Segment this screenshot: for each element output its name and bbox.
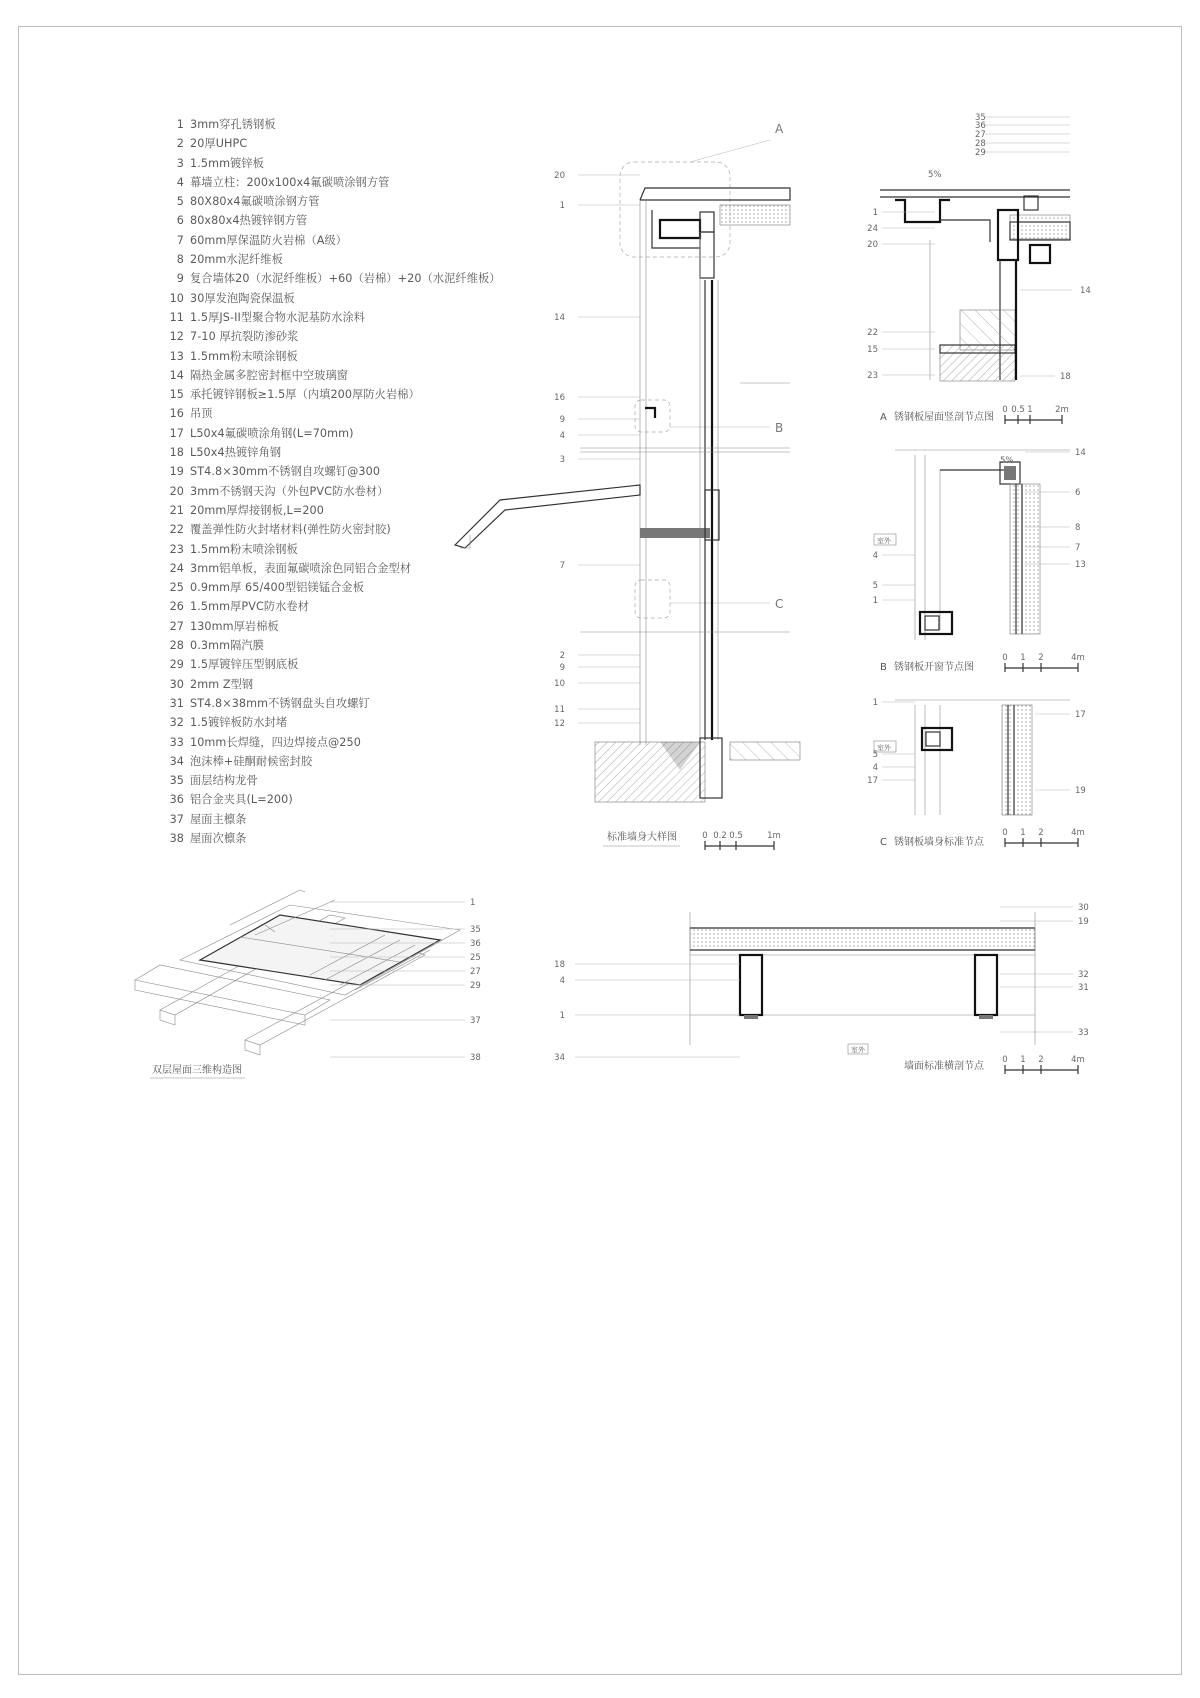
legend-text: 承托镀锌钢板≥1.5厚（内填200厚防火岩棉） (190, 388, 420, 402)
legend-text: L50x4热镀锌角钢 (190, 446, 282, 460)
legend-text: 覆盖弹性防火封堵材料(弹性防火密封胶) (190, 523, 391, 537)
callout-number: 7 (559, 561, 565, 571)
legend-text: 屋面次檩条 (190, 831, 247, 845)
legend-text: 10mm长焊缝，四边焊接点@250 (190, 735, 361, 749)
main-wall-section (455, 122, 800, 850)
legend-text: 1.5镀锌板防水封堵 (190, 716, 288, 730)
legend-number: 10 (169, 291, 184, 305)
legend-text: ST4.8×30mm不锈钢自攻螺钉@300 (190, 465, 381, 479)
legend-number: 9 (176, 272, 184, 286)
plan-scale-bar (1002, 1055, 1085, 1074)
legend-number: 36 (169, 793, 184, 807)
legend-number: 38 (169, 831, 184, 845)
legend-text: ST4.8×38mm不锈钢盘头自攻螺钉 (190, 696, 370, 710)
callout-number: 5 (872, 581, 878, 591)
legend-text: 1.5厚JS-II型聚合物水泥基防水涂料 (190, 310, 366, 324)
legend-text: 30厚发泡陶瓷保温板 (190, 291, 295, 305)
scale-label: 0.5 (1011, 405, 1025, 415)
scale-label: 0 (1002, 653, 1008, 663)
callout-number: 35 (975, 113, 986, 123)
legend-number: 6 (176, 214, 184, 228)
legend-number: 30 (169, 677, 184, 691)
callout-number: 10 (554, 679, 565, 689)
legend-number: 1 (176, 118, 184, 131)
legend-text: 20厚UHPC (190, 137, 248, 151)
callout-number: 30 (1078, 903, 1089, 913)
detail-b (873, 448, 1086, 673)
callout-number: 28 (975, 139, 986, 149)
callout-number: 9 (559, 415, 565, 425)
callout-number: 6 (1075, 488, 1081, 498)
callout-number: 27 (470, 967, 481, 977)
callout-number: 34 (554, 1053, 565, 1063)
legend-number: 34 (169, 754, 184, 768)
legend-number: 21 (169, 503, 184, 517)
callout-number: 32 (1078, 970, 1089, 980)
legend-text: L50x4氟碳喷涂角钢(L=70mm) (190, 426, 354, 440)
legend-number: 33 (169, 735, 184, 749)
legend-number: 12 (169, 330, 184, 344)
marker-a: A (775, 122, 784, 136)
legend-number: 32 (169, 716, 184, 730)
detail-a-slope: 5% (928, 170, 942, 180)
callout-number: 13 (1075, 560, 1086, 570)
wall-plan-node (554, 903, 1089, 1074)
legend-text: 2mm Z型钢 (190, 677, 254, 691)
detail-c (867, 698, 1086, 848)
legend-number: 2 (176, 137, 184, 151)
legend-text: 0.3mm隔汽膜 (190, 639, 264, 653)
scale-label: 2m (1055, 405, 1069, 415)
scale-label: 0 (1002, 828, 1008, 838)
legend-text: 泡沫棒+硅酮耐候密封胶 (190, 754, 313, 768)
legend-number: 18 (169, 446, 184, 460)
legend-number: 31 (169, 696, 184, 710)
callout-number: 1 (559, 201, 565, 211)
legend-text: 0.9mm厚 65/400型铝镁锰合金板 (190, 581, 365, 595)
callout-number: 1 (872, 698, 878, 708)
scale-label: 2 (1038, 828, 1044, 838)
scale-label: 0 (1002, 405, 1008, 415)
legend-text: 60mm厚保温防火岩棉（A级） (190, 233, 348, 247)
scale-label: 2 (1038, 1055, 1044, 1065)
callout-number: 3 (559, 455, 565, 465)
callout-number: 19 (1075, 786, 1086, 796)
legend-text: 130mm厚岩棉板 (190, 619, 279, 633)
detail-b-side-tag: 室外 (877, 537, 891, 545)
main-callouts (554, 171, 640, 729)
detail-a (867, 113, 1091, 424)
callout-number: 14 (554, 313, 565, 323)
callout-number: 24 (867, 224, 878, 234)
detail-c-callouts (867, 698, 1086, 796)
detail-a-scale-bar (1002, 405, 1069, 424)
callout-number: 9 (559, 663, 565, 673)
callout-number: 29 (470, 981, 481, 991)
legend-text: 80x80x4热镀锌钢方管 (190, 214, 308, 228)
legend-text: 3mm铝单板，表面氟碳喷涂色同铝合金型材 (190, 561, 412, 575)
legend-number: 15 (169, 388, 184, 402)
legend-number: 13 (169, 349, 184, 363)
legend-number: 29 (169, 658, 184, 672)
callout-number: 2 (559, 651, 565, 661)
legend-text: 80X80x4氟碳喷涂钢方管 (190, 195, 320, 209)
callout-number: 1 (872, 208, 878, 218)
marker-c: C (775, 597, 784, 611)
legend-text: 复合墙体20（水泥纤维板）+60（岩棉）+20（水泥纤维板） (190, 272, 501, 286)
legend-number: 37 (169, 812, 184, 826)
callout-number: 20 (867, 240, 878, 250)
callout-number: 36 (975, 121, 986, 131)
callout-number: 19 (1078, 917, 1089, 927)
scale-label: 2 (1038, 653, 1044, 663)
legend-number: 16 (169, 407, 184, 421)
legend-text: 3mm穿孔锈钢板 (190, 118, 276, 131)
callout-number: 29 (975, 148, 986, 158)
main-section-title: 标准墙身大样图 (607, 832, 677, 843)
scale-label: 1 (1020, 1055, 1026, 1065)
legend-number: 3 (176, 156, 184, 170)
callout-number: 16 (554, 393, 565, 403)
legend-number: 19 (169, 465, 184, 479)
legend-text: 1.5mm镀锌板 (190, 156, 264, 170)
callout-number: 20 (554, 171, 565, 181)
scale-label: 0 (702, 831, 708, 841)
detail-a-letter: A (880, 412, 887, 423)
detail-c-title: 锈钢板墙身标准节点 (894, 837, 984, 848)
legend-text: 铝合金夹具(L=200) (190, 793, 293, 807)
callout-number: 14 (1080, 286, 1091, 296)
legend-number: 20 (169, 484, 184, 498)
legend-text: 3mm不锈钢天沟（外包PVC防水卷材） (190, 484, 389, 498)
detail-c-letter: C (880, 837, 887, 848)
callout-number: 12 (554, 719, 565, 729)
callout-number: 1 (872, 596, 878, 606)
callout-number: 31 (1078, 983, 1089, 993)
legend-number: 5 (176, 195, 184, 209)
callout-number: 35 (470, 925, 481, 935)
callout-number: 23 (867, 371, 878, 381)
legend-text: 面层结构龙骨 (190, 774, 258, 788)
scale-label: 0 (1002, 1055, 1008, 1065)
callout-number: 15 (867, 345, 878, 355)
scale-label: 1 (1027, 405, 1033, 415)
callout-number: 18 (554, 960, 565, 970)
plan-title: 墙面标准横剖节点 (904, 1061, 984, 1072)
detail-c-scale-bar (1002, 828, 1085, 847)
scale-label: 0.5 (729, 831, 743, 841)
scale-label: 1m (767, 831, 781, 841)
legend-number: 25 (169, 581, 184, 595)
legend-text: 幕墙立柱：200x100x4氟碳喷涂钢方管 (190, 175, 390, 189)
legend-number: 23 (169, 542, 184, 556)
callout-number: 11 (554, 705, 565, 715)
detail-b-scale-bar (1002, 653, 1085, 672)
callout-number: 22 (867, 328, 878, 338)
detail-b-slope: 5% (1000, 456, 1014, 466)
callout-number: 1 (470, 898, 476, 908)
legend-text: 1.5mm厚PVC防水卷材 (190, 600, 310, 614)
legend-text: 屋面主檩条 (190, 812, 247, 826)
scale-label: 4m (1071, 1055, 1085, 1065)
callout-number: 17 (1075, 710, 1086, 720)
scale-label: 1 (1020, 653, 1026, 663)
legend-number: 28 (169, 639, 184, 653)
callout-number: 4 (872, 763, 878, 773)
detail-c-side-tag: 室外 (877, 744, 891, 752)
legend-number: 8 (176, 253, 184, 267)
detail-b-letter: B (880, 662, 887, 673)
callout-number: 38 (470, 1053, 481, 1063)
callout-number: 33 (1078, 1028, 1089, 1038)
callout-number: 5 (872, 750, 878, 760)
legend-number: 35 (169, 774, 184, 788)
legend-text: 20mm水泥纤维板 (190, 253, 283, 267)
legend-number: 22 (169, 523, 184, 537)
callout-number: 4 (872, 551, 878, 561)
callout-number: 4 (559, 976, 565, 986)
legend-number: 11 (169, 310, 184, 324)
axon-title: 双层屋面三维构造图 (152, 1065, 242, 1076)
legend-text: 隔热金属多腔密封框中空玻璃窗 (190, 368, 349, 382)
callout-number: 4 (559, 431, 565, 441)
scale-label: 4m (1071, 653, 1085, 663)
callout-number: 17 (867, 776, 878, 786)
legend-text: 吊顶 (190, 407, 213, 421)
legend-text: 1.5mm粉末喷涂钢板 (190, 542, 298, 556)
main-scale-bar (702, 831, 781, 850)
detail-b-title: 锈钢板开窗节点图 (894, 662, 974, 673)
callout-number: 7 (1075, 543, 1081, 553)
legend-text: 20mm厚焊接钢板,L=200 (190, 503, 324, 517)
legend-text: 1.5mm粉末喷涂钢板 (190, 349, 298, 363)
legend-text: 7-10 厚抗裂防渗砂浆 (190, 330, 299, 344)
legend-number: 24 (169, 561, 184, 575)
callout-number: 14 (1075, 448, 1086, 458)
plan-side-tag: 室外 (851, 1046, 865, 1054)
legend-number: 7 (176, 233, 184, 247)
scale-label: 0.2 (713, 831, 727, 841)
legend-number: 26 (169, 600, 184, 614)
callout-number: 36 (470, 939, 481, 949)
marker-b: B (775, 421, 784, 435)
plan-callouts (554, 903, 1089, 1063)
legend-number: 27 (169, 619, 184, 633)
scale-label: 1 (1020, 828, 1026, 838)
callout-number: 27 (975, 130, 986, 140)
callout-number: 1 (559, 1011, 565, 1021)
legend-text: 1.5厚镀锌压型钢底板 (190, 658, 299, 672)
callout-number: 18 (1060, 372, 1071, 382)
detail-a-title: 锈钢板屋面竖剖节点图 (894, 412, 994, 423)
callout-number: 37 (470, 1016, 481, 1026)
callout-number: 8 (1075, 523, 1081, 533)
detail-b-callouts (873, 448, 1086, 606)
scale-label: 4m (1071, 828, 1085, 838)
legend-number: 17 (169, 426, 184, 440)
legend-number: 4 (176, 175, 184, 189)
roof-axonometric (135, 890, 481, 1078)
legend-number: 14 (169, 368, 184, 382)
callout-number: 25 (470, 953, 481, 963)
